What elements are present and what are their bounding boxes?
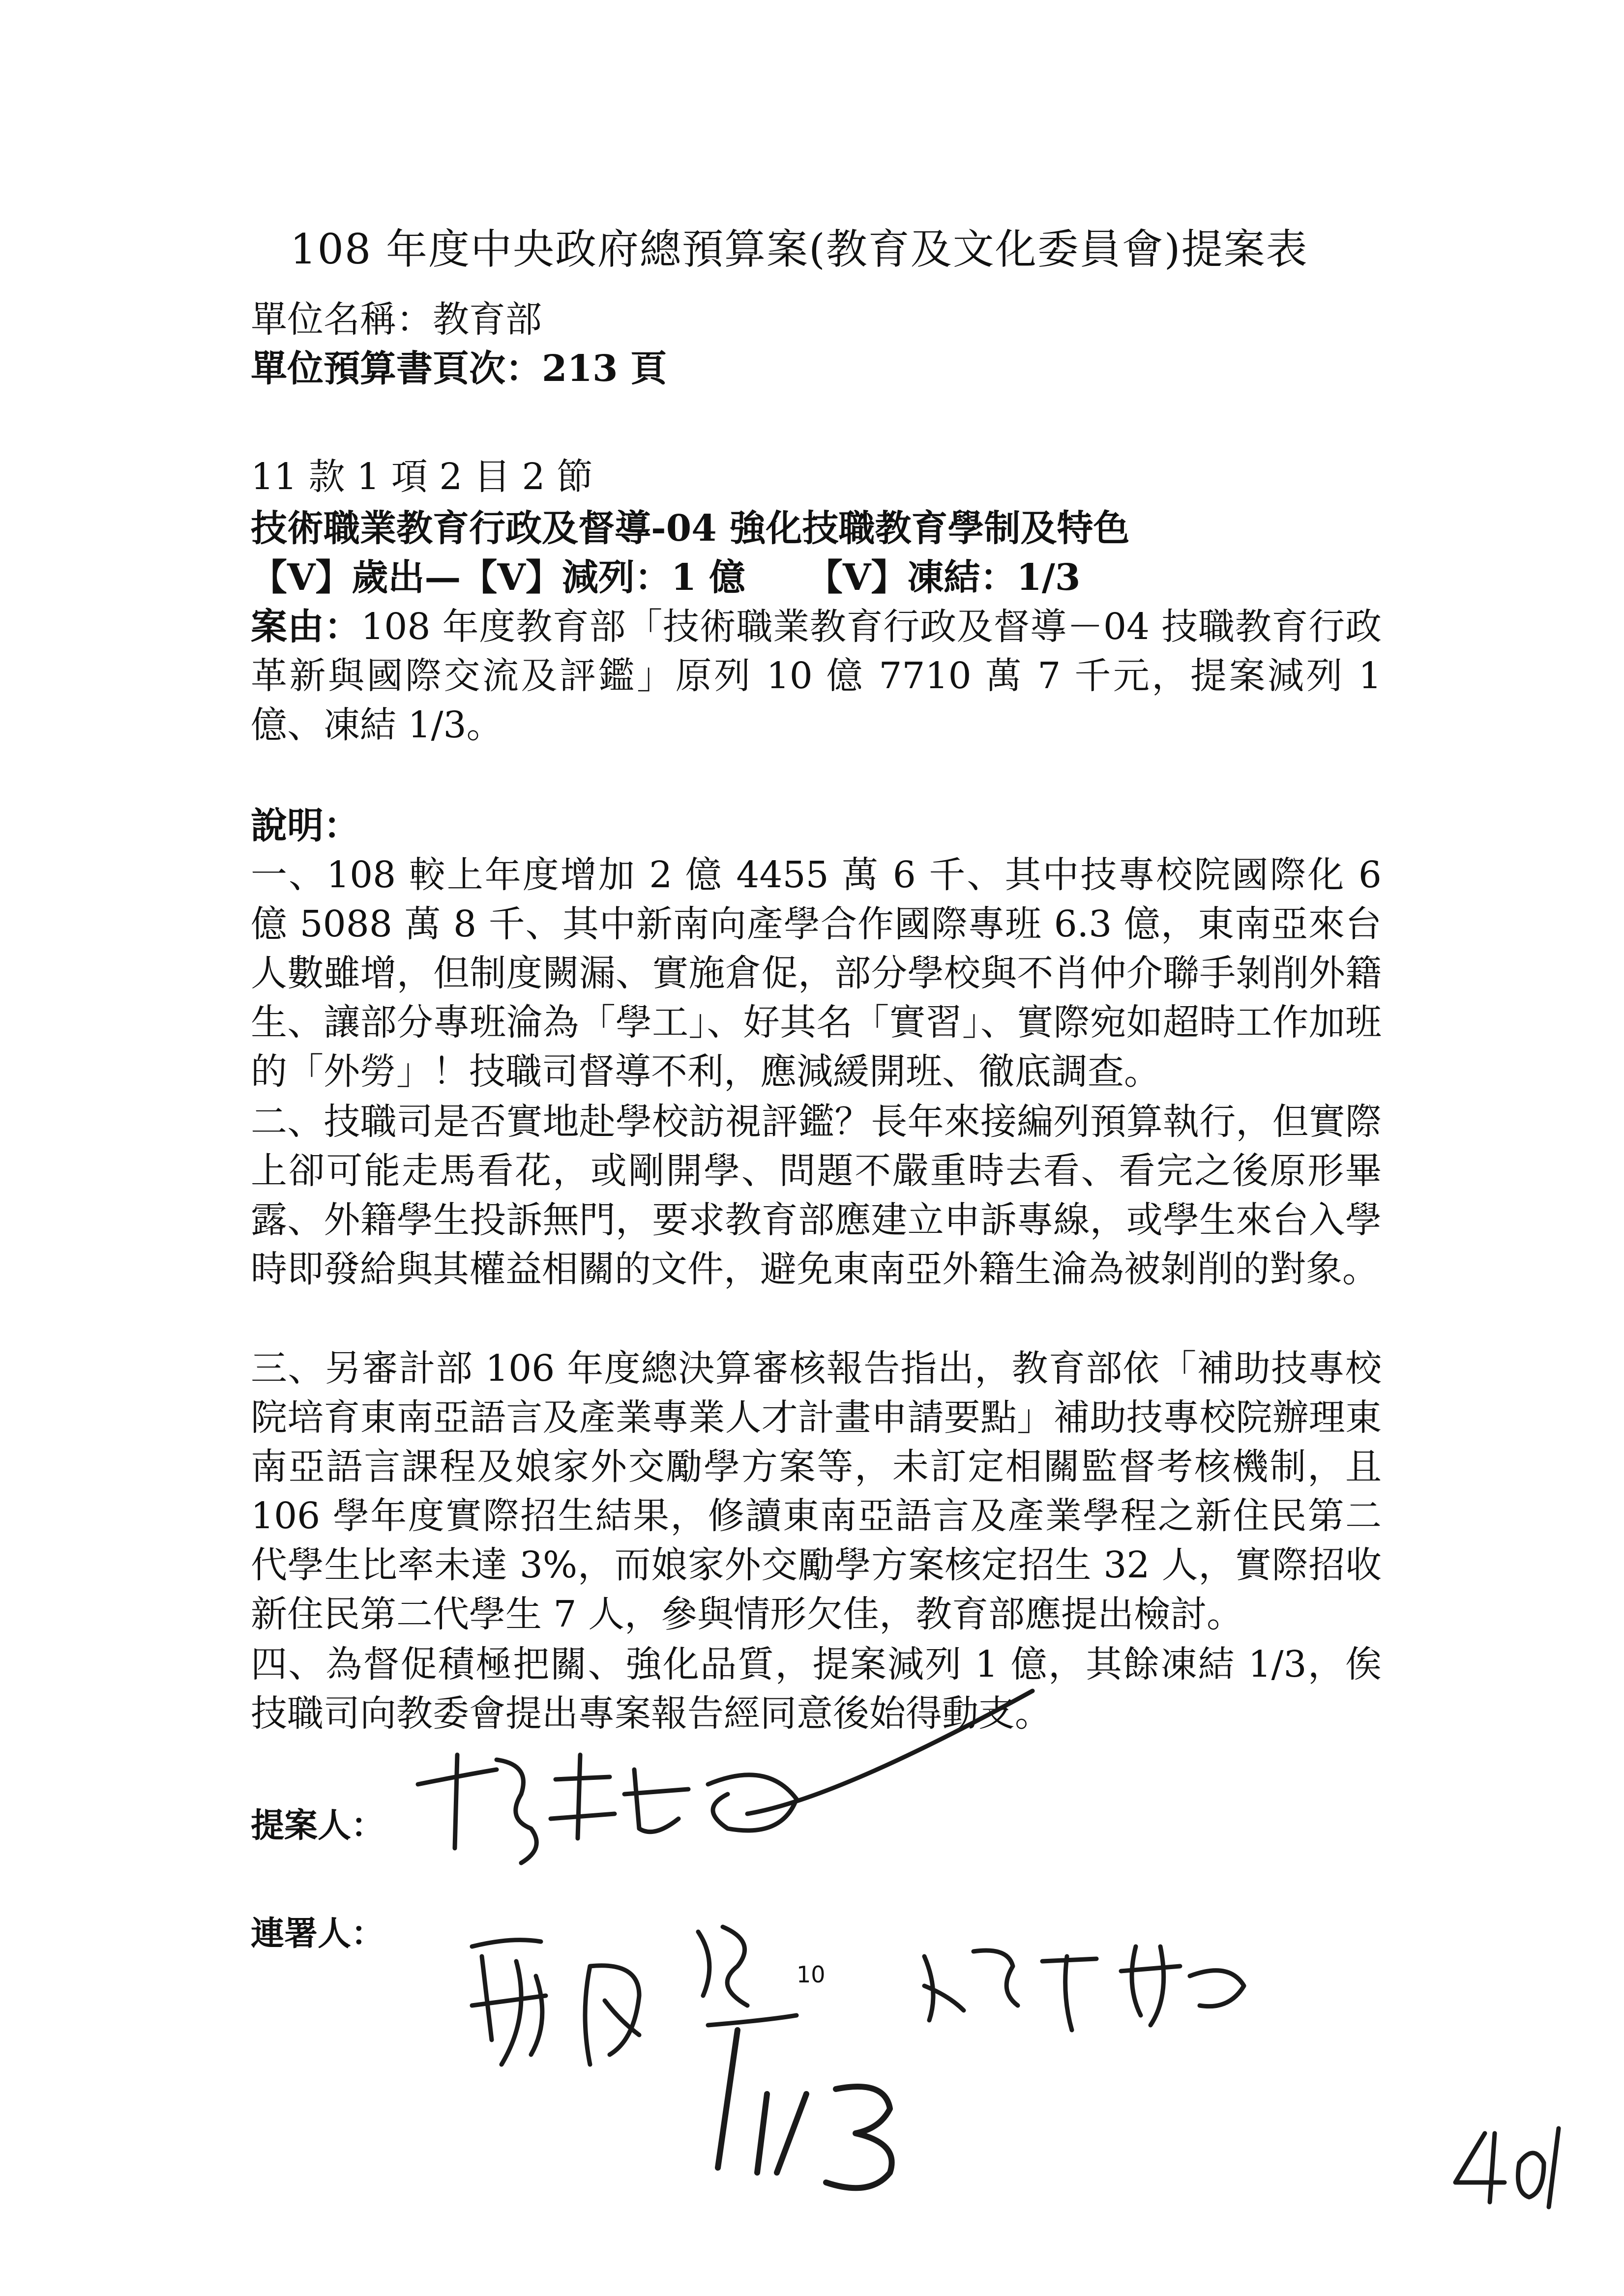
options-freeze: 【V】凍結：1/3: [806, 556, 1081, 599]
program-name: 技術職業教育行政及督導-04 強化技職教育學制及特色: [251, 507, 1130, 550]
cosigner-label: 連署人：: [251, 1914, 385, 1953]
explanation-item-3: 三、另審計部 106 年度總決算審核報告指出，教育部依「補助技專校院培育東南亞語言及產業專業人才計畫申請要點」補助技專校院辦理東南亞語言課程及娘家外交勵學方案等，未訂定相關監督考核機制，且 106 學年度實際招生結果，修讀東南亞語言及產業學程之新住民第二代學生比率未達 3%，而娘家外交勵學方案核定招生 32 人，實際招收新住民第二代學生 7 人，參與情形欠佳，教育部應提出檢討。: [251, 1347, 1382, 1635]
budget-page: 單位預算書頁次：213 頁: [251, 348, 667, 390]
handwritten-fraction-1-3: [718, 2030, 892, 2188]
cosigner-signature-1: [472, 1927, 797, 2064]
options-cut: 【V】歲出—【V】減列：1 億: [251, 556, 746, 599]
explanation-item-4: 四、為督促積極把關、強化品質，提案減列 1 億，其餘凍結 1/3，俟技職司向教委會提出專案報告經同意後始得動支。: [251, 1643, 1382, 1735]
cosigner-signature-2: [924, 1947, 1244, 2030]
page-number: 10: [797, 1961, 826, 1988]
reason-label: 案由：: [251, 606, 361, 648]
handwritten-401: [1455, 2128, 1559, 2207]
explanation-label: 說明：: [251, 805, 360, 847]
unit-name: 單位名稱：教育部: [251, 298, 542, 341]
reason-paragraph: [251, 602, 1382, 750]
section-code: 11 款 1 項 2 目 2 節: [251, 456, 593, 498]
reason-text: 108 年度教育部「技術職業教育行政及督導－04 技職教育行政革新與國際交流及評鑑」原列 10 億 7710 萬 7 千元，提案減列 1 億、凍結 1/3。: [251, 606, 1382, 746]
explanation-item-1: 一、108 較上年度增加 2 億 4455 萬 6 千、其中技專校院國際化 6 億 5088 萬 8 千、其中新南向產學合作國際專班 6.3 億，東南亞來台人數雖增，但制度闕漏、實施倉促，部分學校與不肖仲介聯手剝削外籍生、讓部分專班淪為「學工」、好其名「實習」、實際宛如超時工作加班的「外勞」！技職司督導不利，應減緩開班、徹底調查。: [251, 854, 1382, 1093]
page-title: 108 年度中央政府總預算案(教育及文化委員會)提案表: [290, 225, 1308, 273]
proposer-label: 提案人：: [251, 1806, 385, 1845]
explanation-item-2: 二、技職司是否實地赴學校訪視評鑑？長年來接編列預算執行，但實際上卻可能走馬看花，或剛開學、問題不嚴重時去看、看完之後原形畢露、外籍學生投訴無門，要求教育部應建立申訴專線，或學生來台入學時即發給與其權益相關的文件，避免東南亞外籍生淪為被剝削的對象。: [251, 1101, 1382, 1290]
